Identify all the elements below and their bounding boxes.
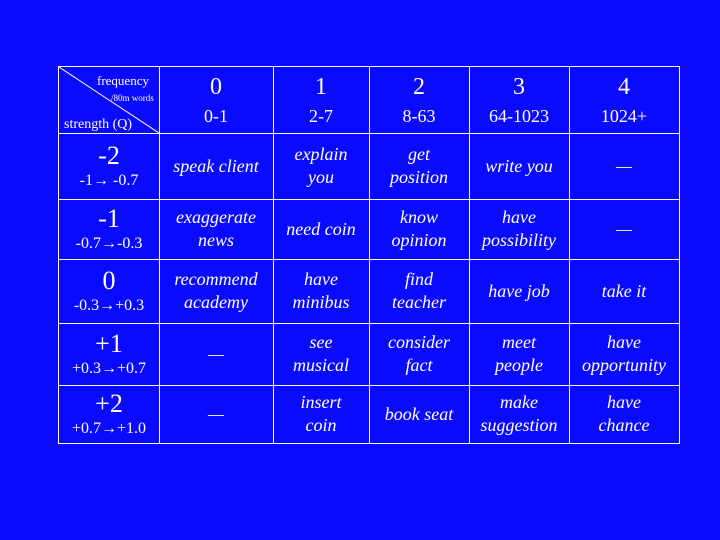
cell-text: musical — [293, 355, 349, 375]
table-cell — [569, 385, 679, 443]
frequency-level: 4 — [618, 74, 630, 100]
table-cell — [369, 259, 469, 323]
cell-text: opinion — [391, 230, 447, 250]
strength-range: -1→ -0.7 — [79, 172, 139, 189]
table-cell — [469, 259, 569, 323]
table-cell — [369, 323, 469, 385]
strength-level: -1 — [98, 204, 120, 233]
frequency-level: 3 — [513, 74, 525, 100]
row-header — [59, 259, 159, 323]
cell-text: opportunity — [582, 355, 666, 375]
table-cell — [159, 133, 273, 199]
column-header — [273, 67, 369, 133]
table-cell — [273, 385, 369, 443]
cell-text: have — [607, 392, 641, 412]
table-cell — [469, 385, 569, 443]
table-cell — [273, 133, 369, 199]
cell-text: get — [408, 144, 430, 164]
column-header — [369, 67, 469, 133]
column-header — [469, 67, 569, 133]
frequency-range: 8-63 — [402, 106, 436, 126]
cell-text: know — [400, 207, 438, 227]
cell-text: possibility — [481, 230, 556, 250]
cell-text: have — [607, 332, 641, 352]
table-cell — [569, 133, 679, 199]
row-header — [59, 385, 159, 443]
cell-text: news — [198, 230, 234, 250]
table-cell — [569, 259, 679, 323]
strength-level: -2 — [98, 141, 120, 170]
table-cell — [273, 199, 369, 259]
cell-text: meet — [502, 332, 536, 352]
frequency-range: 2-7 — [309, 106, 333, 126]
table-cell — [369, 199, 469, 259]
table-cell — [273, 259, 369, 323]
cell-text: — — [207, 403, 224, 424]
cell-text: find — [404, 269, 433, 289]
table-cell — [369, 133, 469, 199]
cell-text: — — [615, 155, 632, 176]
corner-header — [59, 67, 159, 133]
table-cell — [569, 323, 679, 385]
cell-text: speak client — [173, 155, 259, 176]
table-cell — [159, 323, 273, 385]
frequency-strength-table — [58, 66, 680, 444]
cell-text: insert — [300, 392, 342, 412]
strength-range: -0.3→+0.3 — [73, 297, 145, 314]
strength-level: 0 — [102, 266, 116, 295]
cell-text: book seat — [384, 403, 454, 424]
cell-text: exaggerate — [176, 207, 256, 227]
cell-text: have — [304, 269, 338, 289]
cell-text: coin — [305, 415, 337, 435]
frequency-range: 64-1023 — [489, 106, 549, 126]
row-header — [59, 199, 159, 259]
frequency-level: 0 — [210, 74, 222, 100]
cell-text: you — [308, 167, 334, 187]
frequency-range: 0-1 — [204, 106, 228, 126]
cell-text: position — [389, 167, 448, 187]
cell-text: consider — [388, 332, 450, 352]
table-cell — [569, 199, 679, 259]
frequency-label: frequency — [97, 73, 149, 88]
strength-range: +0.7→+1.0 — [71, 420, 147, 437]
cell-text: write you — [485, 155, 553, 176]
cell-text: recommend — [174, 269, 258, 289]
cell-text: minibus — [292, 292, 350, 312]
frequency-level: 1 — [315, 74, 327, 100]
column-header — [159, 67, 273, 133]
row-header — [59, 323, 159, 385]
table-cell — [469, 133, 569, 199]
strength-level: +2 — [95, 389, 123, 418]
cell-text: teacher — [392, 292, 446, 312]
cell-text: explain — [294, 144, 348, 164]
cell-text: — — [207, 343, 224, 364]
cell-text: people — [495, 355, 543, 375]
cell-text: suggestion — [480, 415, 558, 435]
cell-text: — — [615, 218, 632, 239]
column-header — [569, 67, 679, 133]
cell-text: fact — [405, 355, 433, 375]
cell-text: have — [502, 207, 536, 227]
table-cell — [469, 323, 569, 385]
table-cell — [369, 385, 469, 443]
per-words-label: /80m words — [111, 93, 154, 103]
frequency-range: 1024+ — [600, 106, 648, 126]
cell-text: need coin — [286, 218, 356, 239]
cell-text: make — [500, 392, 538, 412]
frequency-level: 2 — [413, 74, 425, 100]
cell-text: academy — [184, 292, 248, 312]
table-cell — [159, 199, 273, 259]
cell-text: see — [309, 332, 333, 352]
table-cell — [273, 323, 369, 385]
cell-text: chance — [598, 415, 650, 435]
table-cell — [469, 199, 569, 259]
table-cell — [159, 385, 273, 443]
strength-range: +0.3→+0.7 — [71, 360, 147, 377]
strength-level: +1 — [95, 329, 123, 358]
cell-text: take it — [601, 280, 647, 301]
cell-text: have job — [488, 280, 550, 301]
row-header — [59, 133, 159, 199]
strength-range: -0.7→-0.3 — [75, 235, 143, 252]
table-cell — [159, 259, 273, 323]
strength-label: strength (Q) — [64, 117, 133, 132]
